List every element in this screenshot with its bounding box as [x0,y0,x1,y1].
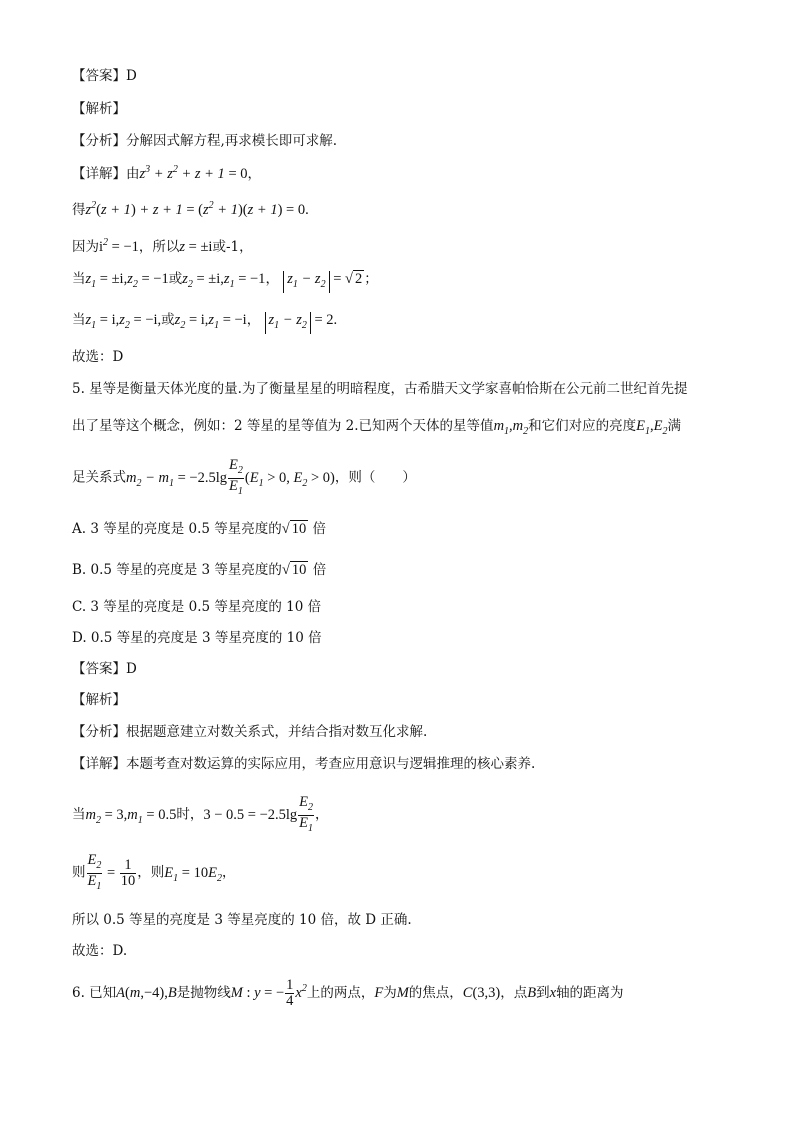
substitution: 3 − 0.5 = −2.5lg $\frac{E_2}{E_1}$ [203,794,314,834]
option-a-text: A. 3 等星的亮度是 0.5 等星亮度的 [72,521,282,537]
option-b-text: B. 0.5 等星的亮度是 3 等星亮度的 [72,562,282,578]
option-c: C. 3 等星的亮度是 0.5 等星亮度的 10 倍 [72,599,322,615]
when-text: 当 [72,806,86,823]
punct: ， [247,165,261,182]
q5-stem-text: 和它们对应的亮度 [528,418,637,434]
detail-line-4 [72,269,378,295]
q5-conclusion: 故选：D. [72,943,128,959]
parabola: M : y = − $\frac{1}{4}$ $x^2$ [230,977,307,1009]
point-a: A(m,−4),B [116,984,177,1001]
detail-prefix: 由 [126,165,140,182]
brightness-symbol: $E_1,E_2$ [636,418,668,437]
ratio: $\frac{E_2}{E_1}$ = $\frac{1}{10}$ [87,852,136,892]
case-1a: $z_1 = \pm i,z_2 = -1$ [85,271,169,290]
modulus-1: $z_1 - z_2$ = √ 2 [283,271,364,287]
q5-stem-text: 足关系式 [72,469,126,486]
q5-analysis-heading: 【解析】 [72,692,126,708]
q5-final: 所以 0.5 等星的亮度是 3 等星亮度的 10 倍，故 D 正确. [72,912,412,928]
q4-conclusion: 故选：D [72,349,124,365]
when-text: 当 [72,312,86,328]
q5-detail: 【详解】本题考查对数运算的实际应用，考查应用意识与逻辑推理的核心素养. [72,756,536,772]
q5-stem-text: 满 [667,418,681,434]
focus-f: F [374,984,384,1001]
q6-text: 到 [536,984,550,1001]
answer-label: 【答案】D [72,68,137,84]
punct: ， [246,312,261,328]
then-text: ，则 [137,864,165,881]
punct: ， [265,271,279,287]
analysis-heading: 【解析】 [72,101,126,117]
or-text: 或 [212,238,226,255]
option-d: D. 0.5 等星的亮度是 3 等星亮度的 10 倍 [72,630,322,646]
detail-label: 【详解】 [72,165,126,182]
magnitudes-symbol: $m_1,m_2$ [493,418,529,437]
punct: ， [221,864,236,881]
q5-method: 【分析】根据题意建立对数关系式，并结合指对数互化求解. [72,724,428,740]
so-text: ，所以 [138,238,180,255]
q6-text: 上的两点， [306,984,375,1001]
q5-answer: 【答案】D [72,661,137,677]
when-text: 当 [72,271,86,287]
q6-text: 6. 已知 [72,984,117,1001]
option-suffix: 倍 [312,562,327,578]
q5-stem-line-3 [72,458,416,499]
case-2a: $z_1 = i,z_2 = -i$, [85,312,162,331]
q5-stem-text: ，则（ ） [334,469,416,486]
option-b [72,560,326,580]
sqrt-ten: √ 10 [281,562,307,578]
when-suffix: 时， [176,806,204,823]
factored-equation: $z^2(z + 1) + z + 1 = (z^2 + 1)(z + 1) = 0$. [85,200,309,218]
punct: ， [315,806,329,823]
q5-step-1 [72,795,329,836]
sqrt-ten: √ 10 [281,521,307,537]
equation: $z^3 + z^2 + z + 1 = 0$ [139,164,248,182]
case-1b: $z_2 = \pm i,z_1 = -1$ [182,271,266,290]
method-line: 【分析】分解因式解方程,再求模长即可求解. [72,133,338,149]
or-text: 或 [161,312,175,328]
roots: z = ±i [179,238,213,255]
q6-text: ，点 [500,984,528,1001]
q6-text: 轴的距离为 [556,984,624,1001]
point-b: B [527,984,537,1001]
q6-text: 的焦点， [408,984,463,1001]
point-c: C(3,3) [462,984,501,1001]
q5-stem-line-1: 5. 星等是衡量天体光度的量.为了衡量星星的明暗程度，古希腊天文学家喜帕恰斯在公元前二世纪首先提 [72,381,688,397]
x-axis-symbol: x [549,984,557,1001]
parabola-m: M [396,984,409,1001]
q6-text: 是抛物线 [176,984,231,1001]
given-values: $m_2 = 3,m_1 = 0.5$ [85,806,177,826]
q6-text: 为 [383,984,397,1001]
punct: ， [239,238,253,255]
q5-stem-text: 出了星等这个概念，例如：2 等星的星等值为 2.已知两个天体的星等值 [72,418,494,434]
semicolon: ； [364,271,378,287]
case-2b: $z_2 = i,z_1 = -i$ [174,312,247,331]
relation-formula: $m_2 - m_1 = -2.5\lg$ $\frac{E_2}{E_1}$ ($E_1 > 0$, $E_2 > 0$) [126,457,335,497]
neg-one: -1 [225,238,240,255]
then-text: 则 [72,864,86,881]
detail-line-5 [72,310,337,336]
modulus-2: $z_1 - z_2 = 2$. [265,312,338,328]
step-prefix: 得 [72,201,86,218]
because-text: 因为 [72,238,99,255]
detail-line-1 [72,160,261,184]
detail-line-3 [72,233,253,257]
or-text: 或 [168,271,183,287]
q5-stem-line-2 [72,416,681,442]
q6-stem [72,978,624,1009]
option-a [72,519,326,539]
result: $E_1 = 10E_2$ [164,864,222,884]
detail-line-2 [72,196,309,220]
i-squared: $i^2 = -1$ [99,237,139,255]
q5-step-2 [72,853,235,894]
option-suffix: 倍 [312,521,327,537]
